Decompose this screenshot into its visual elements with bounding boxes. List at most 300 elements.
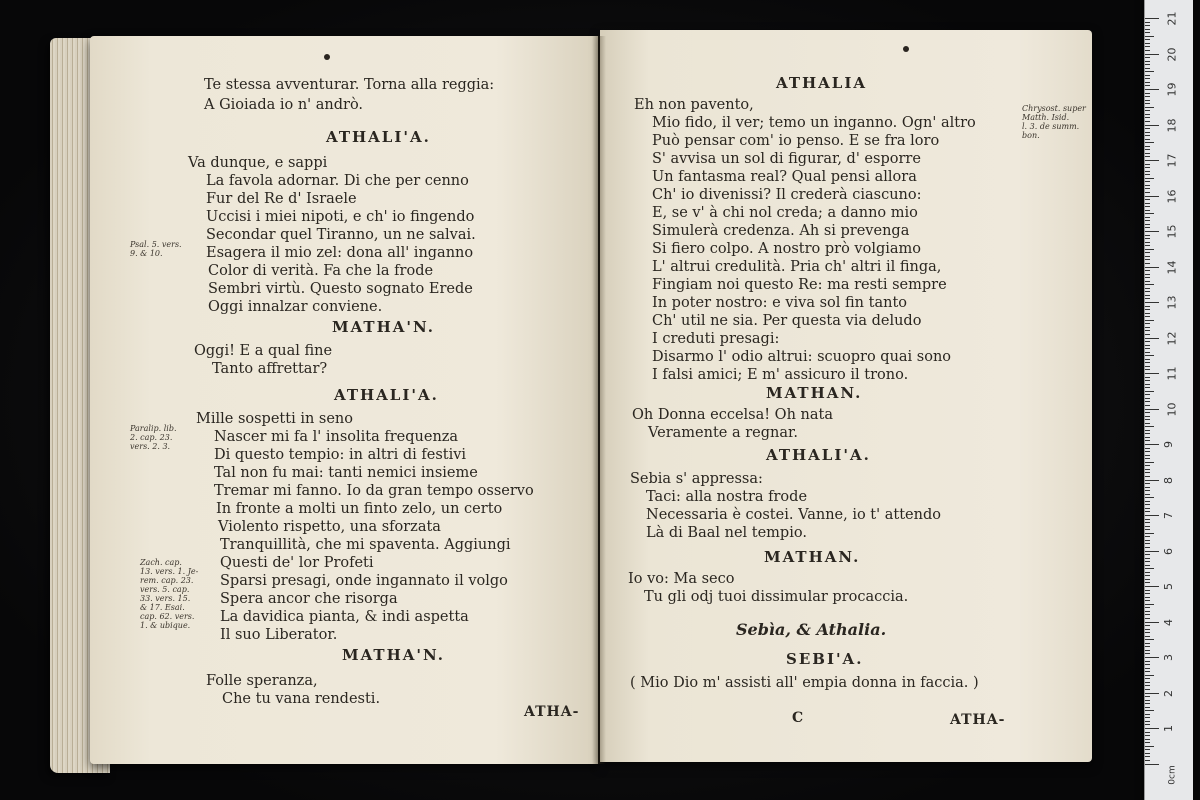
ruler-tick [1145,543,1150,544]
verse-line: I creduti presagi: [652,331,780,347]
ruler-label: 4 [1162,618,1175,626]
stage-aside: ( Mio Dio m' assisti all' empia donna in faccia. ) [630,675,979,691]
ruler-tick [1145,359,1150,360]
ruler-tick [1145,678,1150,679]
ruler-tick [1145,742,1150,743]
ruler-tick [1145,508,1150,509]
speaker-heading: MATHA'N. [342,646,445,664]
ruler-tick [1145,153,1150,154]
ruler-tick [1145,614,1150,615]
verse-line: Tanto affrettar? [212,361,328,377]
ruler-tick [1145,472,1150,473]
ruler-tick [1145,416,1150,417]
ruler-tick [1145,85,1150,86]
ruler-tick [1145,476,1150,477]
verse-line: Spera ancor che risorga [220,591,398,607]
ruler-tick [1145,89,1159,90]
verse-line: Il suo Liberator. [220,627,338,643]
verse-line: Veramente a regnar. [648,425,798,441]
ruler-tick [1145,625,1150,626]
ruler-tick [1145,519,1150,520]
verse-line: Taci: alla nostra frode [646,489,808,505]
speaker-heading: ATHALI'A. [334,386,439,404]
ruler-tick [1145,618,1150,619]
ruler-tick [1145,558,1150,559]
ruler-tick [1145,540,1150,541]
ruler-tick [1145,50,1150,51]
ruler-tick [1145,291,1150,292]
ruler-tick [1145,437,1150,438]
ruler-tick [1145,501,1150,502]
ruler-label: 9 [1162,441,1175,448]
ruler-tick [1145,57,1150,58]
ruler-tick [1145,334,1150,335]
ruler-tick [1145,323,1150,324]
ruler-tick [1145,167,1150,168]
verse-line: Te stessa avventurar. Torna alla reggia: [204,77,495,93]
ruler-tick [1145,384,1150,385]
verse-line: Nascer mi fa l' insolita frequenza [214,429,459,445]
verse-line: Tu gli odj tuoi dissimular procaccia. [644,589,909,605]
ruler-tick [1145,480,1159,481]
ruler-tick [1145,206,1150,207]
ruler-tick [1145,714,1150,715]
ruler-tick [1145,274,1150,275]
verse-line: A Gioiada io n' andrò. [204,97,364,113]
ruler-tick [1145,256,1150,257]
ruler-tick [1145,252,1150,253]
verse-line: Mille sospetti in seno [196,411,354,427]
ruler-tick [1145,622,1159,623]
ruler-label: 16 [1165,189,1179,203]
ruler-tick [1145,369,1150,370]
ruler-tick [1145,227,1150,228]
ruler-tick [1145,401,1150,402]
ruler-tick [1145,330,1150,331]
verse-line: Sparsi presagi, onde ingannato il volgo [220,573,508,589]
ruler-label: 3 [1162,654,1175,661]
ruler-tick [1145,636,1150,637]
ruler-tick [1145,352,1150,353]
verse-line: Uccisi i miei nipoti, e ch' io fingendo [206,209,475,225]
ruler-tick [1145,693,1159,694]
ruler-tick [1145,18,1159,19]
margin-note: Psal. 5. vers. 9. & 10. [130,240,182,258]
ruler-tick [1145,281,1150,282]
ruler-tick [1145,650,1150,651]
ruler-tick [1145,536,1150,537]
ruler-tick [1145,696,1150,697]
ruler-tick [1145,309,1150,310]
verse-line: Di questo tempio: in altri di festivi [214,447,467,463]
ruler-label: 17 [1165,153,1179,168]
verse-line: Fur del Re d' Israele [206,191,357,207]
ruler-tick [1145,405,1150,406]
verse-line: Simulerà credenza. Ah si prevenga [652,223,910,239]
ruler-tick [1145,593,1150,594]
ruler-tick [1145,142,1154,143]
verse-line: Esagera il mio zel: dona all' inganno [206,245,474,261]
ruler-tick [1145,764,1159,765]
ruler-tick [1145,529,1150,530]
ruler-tick [1145,203,1150,204]
ruler-tick [1145,213,1154,214]
ruler-tick [1145,156,1150,157]
ruler-tick [1145,71,1154,72]
book-gutter [592,36,606,764]
ruler-tick [1145,348,1150,349]
ruler-tick [1145,685,1150,686]
ruler-tick [1145,64,1150,65]
ruler-tick [1145,196,1159,197]
ruler-tick [1145,288,1150,289]
ruler-label: 7 [1162,512,1175,519]
ruler-tick [1145,724,1150,725]
ruler-tick [1145,178,1154,179]
ruler-tick [1145,391,1154,392]
ruler-tick [1145,132,1150,133]
verse-line: Io vo: Ma seco [628,571,735,587]
verse-line: Folle speranza, [206,673,318,689]
ruler-tick [1145,671,1150,672]
verse-line: Che tu vana rendesti. [222,691,381,707]
ruler-tick [1145,419,1150,420]
ruler-label: 12 [1165,331,1179,345]
ruler-tick [1145,103,1150,104]
ruler-tick [1145,25,1150,26]
ruler-tick [1145,451,1150,452]
ruler-tick [1145,551,1159,552]
ruler-tick [1145,483,1150,484]
ruler-label: 5 [1162,583,1175,590]
ruler-tick [1145,93,1150,94]
verse-line: E, se v' à chi nol creda; a danno mio [652,205,918,221]
ruler-tick [1145,171,1150,172]
ruler-tick [1145,600,1150,601]
ruler-tick [1145,721,1150,722]
ruler-label: 21 [1165,11,1179,26]
speaker-heading: ATHALI'A. [766,446,871,464]
ruler-tick [1145,746,1154,747]
ruler-label: 10 [1165,402,1179,416]
ruler-tick [1145,139,1150,140]
ruler-tick [1145,753,1150,754]
ruler-tick [1145,117,1150,118]
ruler-label: 11 [1165,366,1179,381]
ruler-tick [1145,735,1150,736]
ruler-tick [1145,515,1159,516]
running-header: ATHALIA [776,74,867,92]
verse-line: Questi de' lor Profeti [220,555,374,571]
ruler-tick [1145,465,1150,466]
ruler-tick [1145,295,1150,296]
verse-line: Oh Donna eccelsa! Oh nata [632,407,833,423]
ruler-tick [1145,46,1150,47]
verse-line: La favola adornar. Di che per cenno [206,173,469,189]
ruler-tick [1145,629,1150,630]
ruler-tick [1145,61,1150,62]
verse-line: Va dunque, e sappi [188,155,328,171]
ruler-tick [1145,235,1150,236]
ruler-tick [1145,643,1150,644]
verse-line: Là di Baal nel tempio. [646,525,807,541]
ruler-tick [1145,355,1154,356]
ruler-tick [1145,242,1150,243]
ruler-tick [1145,32,1150,33]
ruler-tick [1145,181,1150,182]
ruler-tick [1145,96,1150,97]
verse-line: Fingiam noi questo Re: ma resti sempre [652,277,947,293]
ruler-tick [1145,302,1159,303]
ruler-tick [1145,327,1150,328]
catchword: ATHA- [524,704,580,720]
catchword: ATHA- [950,712,1006,728]
ruler-tick [1145,320,1154,321]
verse-line: Tranquillità, che mi spaventa. Aggiungi [220,537,511,553]
ruler-tick [1145,110,1150,111]
ruler-tick [1145,657,1159,658]
ruler-tick [1145,572,1150,573]
ruler-tick [1145,760,1150,761]
ruler-tick [1145,448,1150,449]
verse-line: In poter nostro: e viva sol fin tanto [652,295,907,311]
ruler-tick [1145,462,1154,463]
ruler-tick [1145,160,1159,161]
ruler-tick [1145,398,1150,399]
verse-line: Mio fido, il ver; temo un inganno. Ogn' altro [652,115,976,131]
ruler-label: 15 [1165,224,1179,239]
verse-line: S' avvisa un sol di figurar, d' esporre [652,151,921,167]
ruler-tick [1145,455,1150,456]
ruler-tick [1145,703,1150,704]
speaker-heading: SEBI'A. [786,650,864,668]
ruler-tick [1145,188,1150,189]
verse-line: Si fiero colpo. A nostro prò volgiamo [652,241,922,257]
ruler-tick [1145,263,1150,264]
ruler-tick [1145,54,1159,55]
ruler-tick [1145,412,1150,413]
verse-line: Sembri virtù. Questo sognato Erede [208,281,473,297]
ruler-tick [1145,756,1150,757]
ruler-tick [1145,36,1154,37]
ruler-tick [1145,192,1150,193]
ruler-tick [1145,522,1150,523]
ruler-tick [1145,430,1150,431]
ruler-label: 1 [1162,725,1175,732]
verse-line: Ch' io divenissi? Il crederà ciascuno: [652,187,922,203]
open-book [40,28,1110,778]
verse-line: I falsi amici; E m' assicuro il trono. [652,367,909,383]
ruler-tick [1145,675,1154,676]
ruler-tick [1145,39,1150,40]
verse-line: Disarmo l' odio altrui: scuopro quai sono [652,349,952,365]
ruler-tick [1145,345,1150,346]
ruler-tick [1145,245,1150,246]
ruler-tick [1145,306,1150,307]
ruler-label: 2 [1162,689,1175,697]
ruler-tick [1145,700,1150,701]
ruler-tick [1145,259,1150,260]
ruler-unit: 0cm [1167,765,1178,785]
ruler-tick [1145,107,1154,108]
ruler-tick [1145,22,1150,23]
ruler-tick [1145,174,1150,175]
verse-line: Violento rispetto, una sforzata [218,519,441,535]
ruler-tick [1145,586,1159,587]
ruler-tick [1145,149,1150,150]
ruler-tick [1145,249,1154,250]
ruler-tick [1145,114,1150,115]
ruler-tick [1145,433,1150,434]
ruler-tick [1145,490,1150,491]
ruler-tick [1145,78,1150,79]
ruler-tick [1145,164,1150,165]
speaker-heading: ATHALI'A. [326,128,431,146]
ruler-tick [1145,82,1150,83]
ruler-tick [1145,653,1150,654]
ruler-tick [1145,590,1150,591]
ruler-tick [1145,394,1150,395]
ruler-tick [1145,423,1150,424]
ruler-label: 6 [1162,547,1175,555]
ruler-tick [1145,579,1150,580]
verse-line: Necessaria è costei. Vanne, io t' attendo [646,507,941,523]
ruler-tick [1145,661,1150,662]
ruler-tick [1145,68,1150,69]
ruler-tick [1145,494,1150,495]
verse-line: Color di verità. Fa che la frode [208,263,434,279]
ruler-tick [1145,604,1154,605]
verse-line: Tal non fu mai: tanti nemici insieme [214,465,478,481]
verse-line: Un fantasma real? Qual pensi allora [652,169,917,185]
ruler-tick [1145,611,1150,612]
ruler-tick [1145,565,1150,566]
verse-line: La davidica pianta, & indi aspetta [220,609,469,625]
margin-note: Paralip. lib. 2. cap. 23. vers. 2. 3. [130,424,177,451]
ruler-tick [1145,732,1150,733]
verse-line: Tremar mi fanno. Io da gran tempo osservo [214,483,534,499]
ruler-tick [1145,469,1150,470]
signature-mark: C [792,710,805,726]
verse-line: Oggi innalzar conviene. [208,299,383,315]
ruler-label: 18 [1165,118,1179,132]
ruler-tick [1145,533,1154,534]
binding-hole [903,46,909,52]
ruler-tick [1145,646,1150,647]
ruler-tick [1145,377,1150,378]
ruler-tick [1145,582,1150,583]
ruler-tick [1145,29,1150,30]
ruler-tick [1145,487,1150,488]
ruler-tick [1145,362,1150,363]
ruler-tick [1145,373,1159,374]
ruler-tick [1145,277,1150,278]
ruler-tick [1145,739,1150,740]
ruler-tick [1145,710,1154,711]
ruler-tick [1145,238,1150,239]
ruler-tick [1145,316,1150,317]
ruler-tick [1145,749,1150,750]
ruler-tick [1145,284,1154,285]
verse-line: Ch' util ne sia. Per questa via deludo [652,313,922,329]
margin-note: Chrysost. super Matth. Isid. l. 3. de summ. bon. [1022,104,1086,140]
speaker-heading: MATHA'N. [332,318,435,336]
ruler-tick [1145,561,1150,562]
ruler-tick [1145,298,1150,299]
ruler-tick [1145,547,1150,548]
ruler-tick [1145,210,1150,211]
ruler-tick [1145,607,1150,608]
ruler-tick [1145,682,1150,683]
ruler-tick [1145,75,1150,76]
ruler-tick [1145,387,1150,388]
ruler-label: 8 [1162,476,1175,484]
ruler-tick [1145,568,1154,569]
ruler-tick [1145,128,1150,129]
ruler-tick [1145,668,1150,669]
ruler-tick [1145,135,1150,136]
margin-note: Zach. cap. 13. vers. 1. Je- rem. cap. 23. vers. 5. cap. 33. vers. 15. & 17. Esai. cap. 62. vers. 1. & ubique. [140,558,199,630]
verse-line: L' altrui credulità. Pria ch' altri il finga, [652,259,942,275]
ruler-label: 13 [1165,295,1179,310]
ruler-tick [1145,717,1150,718]
verse-line: Oggi! E a qual fine [194,343,333,359]
ruler-label: 14 [1165,260,1179,274]
ruler-tick [1145,707,1150,708]
ruler-label: 20 [1165,47,1179,61]
scale-ruler [1144,0,1193,800]
ruler-tick [1145,185,1150,186]
ruler-tick [1145,689,1150,690]
ruler-tick [1145,146,1150,147]
ruler-tick [1145,220,1150,221]
ruler-tick [1145,554,1150,555]
ruler-tick [1145,409,1159,410]
ruler-tick [1145,575,1150,576]
ruler-tick [1145,440,1150,441]
verse-line: Secondar quel Tiranno, un ne salvai. [206,227,476,243]
ruler-tick [1145,444,1159,445]
ruler-label: 19 [1165,82,1179,97]
ruler-tick [1145,224,1150,225]
ruler-tick [1145,597,1150,598]
ruler-tick [1145,728,1159,729]
verse-line: In fronte a molti un finto zelo, un certo [216,501,503,517]
ruler-tick [1145,497,1154,498]
ruler-tick [1145,121,1150,122]
binding-hole [324,54,330,60]
ruler-tick [1145,125,1159,126]
ruler-tick [1145,338,1159,339]
ruler-tick [1145,100,1150,101]
ruler-tick [1145,639,1154,640]
ruler-tick [1145,199,1150,200]
ruler-tick [1145,458,1150,459]
ruler-tick [1145,217,1150,218]
ruler-tick [1145,270,1150,271]
ruler-tick [1145,313,1150,314]
ruler-tick [1145,231,1159,232]
speaker-heading: MATHAN. [766,384,863,402]
ruler-tick [1145,366,1150,367]
speaker-heading: MATHAN. [764,548,861,566]
ruler-tick [1145,43,1150,44]
ruler-tick [1145,380,1150,381]
verse-line: Eh non pavento, [634,97,754,113]
ruler-tick [1145,632,1150,633]
ruler-tick [1145,341,1150,342]
ruler-tick [1145,664,1150,665]
